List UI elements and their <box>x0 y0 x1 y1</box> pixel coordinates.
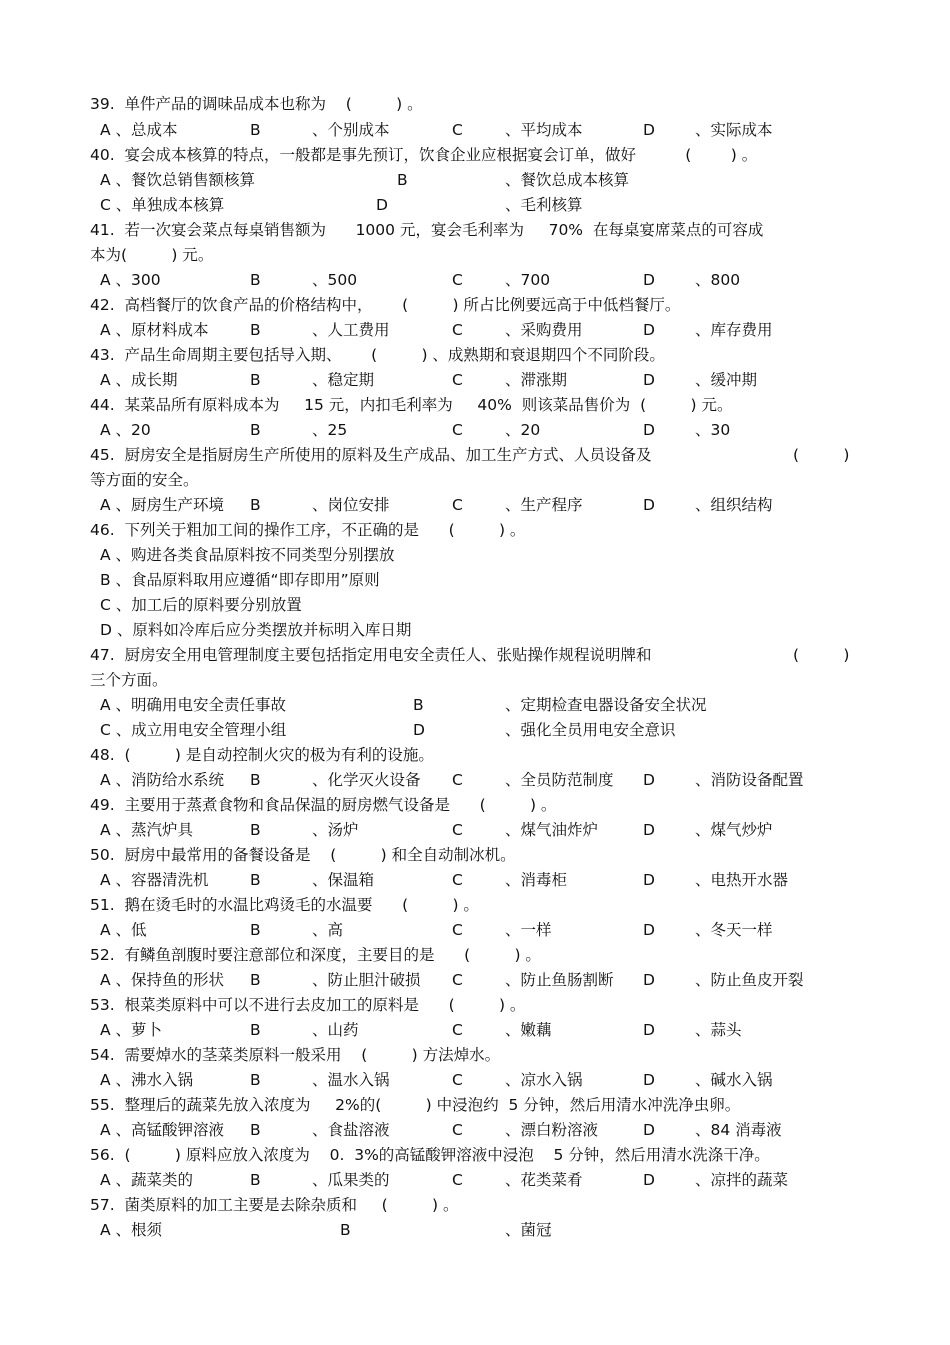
answer-option: A 、餐饮总销售额核算 <box>100 171 256 189</box>
answer-option: C <box>452 321 463 339</box>
answer-option: A 、根须 <box>100 1221 163 1239</box>
answer-option: C <box>452 971 463 989</box>
question-text: 52. 有鳞鱼剖腹时要注意部位和深度，主要目的是 ( ) 。 <box>90 946 541 964</box>
answer-option: D <box>643 821 655 839</box>
answer-option: 、温水入锅 <box>312 1071 390 1089</box>
answer-option: 、25 <box>312 421 348 439</box>
answer-option: A 、容器清洗机 <box>100 871 209 889</box>
answer-option: B <box>250 1071 261 1089</box>
answer-option: 、凉拌的蔬菜 <box>695 1171 789 1189</box>
answer-option: 、高 <box>312 921 344 939</box>
answer-option: B 、食品原料取用应遵循“即存即用”原则 <box>100 571 380 589</box>
answer-option: D <box>643 271 655 289</box>
answer-option: 、凉水入锅 <box>505 1071 583 1089</box>
answer-option: C 、单独成本核算 <box>100 196 225 214</box>
answer-option: C <box>452 496 463 514</box>
answer-option: A 、萝卜 <box>100 1021 163 1039</box>
answer-option: D <box>643 371 655 389</box>
answer-option: 、山药 <box>312 1021 359 1039</box>
answer-option: A 、消防给水系统 <box>100 771 225 789</box>
answer-option: A 、厨房生产环境 <box>100 496 225 514</box>
answer-option: C <box>452 1171 463 1189</box>
answer-option: 、煤气炒炉 <box>695 821 773 839</box>
answer-option: A 、低 <box>100 921 147 939</box>
answer-option: 、一样 <box>505 921 552 939</box>
answer-option: 、缓冲期 <box>695 371 758 389</box>
answer-option: D 、原料如冷库后应分类摆放并标明入库日期 <box>100 621 412 639</box>
answer-option: 、餐饮总成本核算 <box>505 171 630 189</box>
answer-option: A 、蒸汽炉具 <box>100 821 194 839</box>
answer-option: A 、高锰酸钾溶液 <box>100 1121 225 1139</box>
question-text: 41. 若一次宴会菜点每桌销售额为 1000 元，宴会毛利率为 70% 在每桌宴席菜点的可容成 <box>90 221 764 239</box>
answer-option: 、汤炉 <box>312 821 359 839</box>
answer-option: B <box>250 121 261 139</box>
answer-option: 、消防设备配置 <box>695 771 804 789</box>
question-text: 48. ( ) 是自动控制火灾的极为有利的设施。 <box>90 746 434 764</box>
answer-option: D <box>643 1071 655 1089</box>
answer-option: B <box>250 771 261 789</box>
answer-option: 、蒜头 <box>695 1021 742 1039</box>
answer-option: C <box>452 821 463 839</box>
answer-option: 、个别成本 <box>312 121 390 139</box>
answer-option: 、毛利核算 <box>505 196 583 214</box>
answer-option: B <box>413 696 424 714</box>
answer-option: 、花类菜肴 <box>505 1171 583 1189</box>
answer-option: 、强化全员用电安全意识 <box>505 721 676 739</box>
answer-option: B <box>250 1121 261 1139</box>
answer-option: A 、300 <box>100 271 161 289</box>
answer-option: B <box>250 1021 261 1039</box>
answer-option: A 、成长期 <box>100 371 178 389</box>
question-text: 等方面的安全。 <box>90 471 199 489</box>
answer-bracket: ( ) <box>793 446 850 464</box>
answer-option: 、稳定期 <box>312 371 375 389</box>
answer-option: 、防止鱼肠割断 <box>505 971 614 989</box>
question-text: 54. 需要焯水的茎菜类原料一般采用 ( ) 方法焯水。 <box>90 1046 501 1064</box>
question-text: 53. 根菜类原料中可以不进行去皮加工的原料是 ( ) 。 <box>90 996 526 1014</box>
answer-option: C <box>452 1071 463 1089</box>
answer-option: 、煤气油炸炉 <box>505 821 599 839</box>
answer-option: A 、20 <box>100 421 151 439</box>
question-text: 56. ( ) 原料应放入浓度为 0. 3%的高锰酸钾溶液中浸泡 5 分钟，然后用清水洗涤干净。 <box>90 1146 770 1164</box>
answer-option: 、嫩藕 <box>505 1021 552 1039</box>
answer-option: C <box>452 371 463 389</box>
answer-option: D <box>643 321 655 339</box>
answer-option: C <box>452 1121 463 1139</box>
question-text: 49. 主要用于蒸煮食物和食品保温的厨房燃气设备是 ( ) 。 <box>90 796 557 814</box>
question-text: 三个方面。 <box>90 671 168 689</box>
answer-option: B <box>250 496 261 514</box>
answer-option: 、全员防范制度 <box>505 771 614 789</box>
answer-option: 、滞涨期 <box>505 371 568 389</box>
answer-option: 、生产程序 <box>505 496 583 514</box>
question-text: 39. 单件产品的调味品成本也称为 ( ) 。 <box>90 95 423 113</box>
answer-option: 、实际成本 <box>695 121 773 139</box>
answer-option: 、岗位安排 <box>312 496 390 514</box>
answer-option: 、组织结构 <box>695 496 773 514</box>
question-text: 55. 整理后的蔬菜先放入浓度为 2%的( ) 中浸泡约 5 分钟，然后用清水冲洗净虫卵。 <box>90 1096 741 1114</box>
answer-option: D <box>643 1121 655 1139</box>
answer-option: B <box>250 421 261 439</box>
answer-option: B <box>250 871 261 889</box>
answer-option: 、消毒柜 <box>505 871 568 889</box>
answer-option: B <box>250 371 261 389</box>
answer-option: C 、成立用电安全管理小组 <box>100 721 287 739</box>
answer-option: 、30 <box>695 421 731 439</box>
answer-option: 、菌冠 <box>505 1221 552 1239</box>
answer-option: 、保温箱 <box>312 871 375 889</box>
answer-option: B <box>250 1171 261 1189</box>
answer-option: 、瓜果类的 <box>312 1171 390 1189</box>
answer-option: C <box>452 271 463 289</box>
question-text: 46. 下列关于粗加工间的操作工序，不正确的是 ( ) 。 <box>90 521 526 539</box>
answer-option: C <box>452 771 463 789</box>
answer-option: D <box>643 1171 655 1189</box>
answer-option: D <box>643 971 655 989</box>
answer-option: C <box>452 871 463 889</box>
answer-option: A 、原材料成本 <box>100 321 209 339</box>
answer-option: D <box>643 871 655 889</box>
question-text: 本为( ) 元。 <box>90 246 214 264</box>
question-text: 43. 产品生命周期主要包括导入期、 ( ) 、成熟期和衰退期四个不同阶段。 <box>90 346 665 364</box>
answer-option: 、平均成本 <box>505 121 583 139</box>
question-text: 57. 菌类原料的加工主要是去除杂质和 ( ) 。 <box>90 1196 459 1214</box>
question-text: 51. 鹅在烫毛时的水温比鸡烫毛的水温要 ( ) 。 <box>90 896 479 914</box>
answer-option: A 、保持鱼的形状 <box>100 971 225 989</box>
answer-option: 、库存费用 <box>695 321 773 339</box>
answer-option: C <box>452 1021 463 1039</box>
answer-option: C <box>452 921 463 939</box>
answer-option: C 、加工后的原料要分别放置 <box>100 596 302 614</box>
answer-option: D <box>643 1021 655 1039</box>
answer-option: B <box>250 921 261 939</box>
answer-option: D <box>376 196 388 214</box>
answer-option: D <box>643 496 655 514</box>
answer-option: 、漂白粉溶液 <box>505 1121 599 1139</box>
answer-option: D <box>643 121 655 139</box>
answer-option: A 、沸水入锅 <box>100 1071 194 1089</box>
answer-option: 、20 <box>505 421 541 439</box>
answer-option: B <box>250 821 261 839</box>
answer-option: D <box>643 771 655 789</box>
answer-option: A 、明确用电安全责任事故 <box>100 696 287 714</box>
answer-option: B <box>340 1221 351 1239</box>
answer-option: B <box>250 271 261 289</box>
question-text: 47. 厨房安全用电管理制度主要包括指定用电安全责任人、张贴操作规程说明牌和 <box>90 646 652 664</box>
question-text: 40. 宴会成本核算的特点，一般都是事先预订，饮食企业应根据宴会订单，做好 ( ) 。 <box>90 146 758 164</box>
question-text: 45. 厨房安全是指厨房生产所使用的原料及生产成品、加工生产方式、人员设备及 <box>90 446 652 464</box>
answer-option: 、化学灭火设备 <box>312 771 421 789</box>
answer-option: 、电热开水器 <box>695 871 789 889</box>
answer-option: 、碱水入锅 <box>695 1071 773 1089</box>
answer-option: B <box>250 971 261 989</box>
answer-option: 、防止胆汁破损 <box>312 971 421 989</box>
answer-option: B <box>397 171 408 189</box>
question-text: 42. 高档餐厅的饮食产品的价格结构中， ( ) 所占比例要远高于中低档餐厅。 <box>90 296 681 314</box>
answer-option: D <box>643 421 655 439</box>
answer-option: D <box>413 721 425 739</box>
answer-option: 、84 消毒液 <box>695 1121 782 1139</box>
answer-option: C <box>452 121 463 139</box>
answer-option: 、采购费用 <box>505 321 583 339</box>
answer-option: A 、蔬菜类的 <box>100 1171 194 1189</box>
answer-option: 、人工费用 <box>312 321 390 339</box>
answer-option: 、防止鱼皮开裂 <box>695 971 804 989</box>
answer-option: 、食盐溶液 <box>312 1121 390 1139</box>
answer-option: 、定期检查电器设备安全状况 <box>505 696 707 714</box>
answer-option: 、冬天一样 <box>695 921 773 939</box>
answer-option: B <box>250 321 261 339</box>
answer-option: D <box>643 921 655 939</box>
answer-option: 、700 <box>505 271 551 289</box>
question-text: 50. 厨房中最常用的备餐设备是 ( ) 和全自动制冰机。 <box>90 846 516 864</box>
question-text: 44. 某菜品所有原料成本为 15 元，内扣毛利率为 40% 则该菜品售价为 ( ) 元。 <box>90 396 733 414</box>
answer-bracket: ( ) <box>793 646 850 664</box>
answer-option: C <box>452 421 463 439</box>
answer-option: A 、购进各类食品原料按不同类型分别摆放 <box>100 546 395 564</box>
answer-option: A 、总成本 <box>100 121 178 139</box>
answer-option: 、800 <box>695 271 741 289</box>
answer-option: 、500 <box>312 271 358 289</box>
